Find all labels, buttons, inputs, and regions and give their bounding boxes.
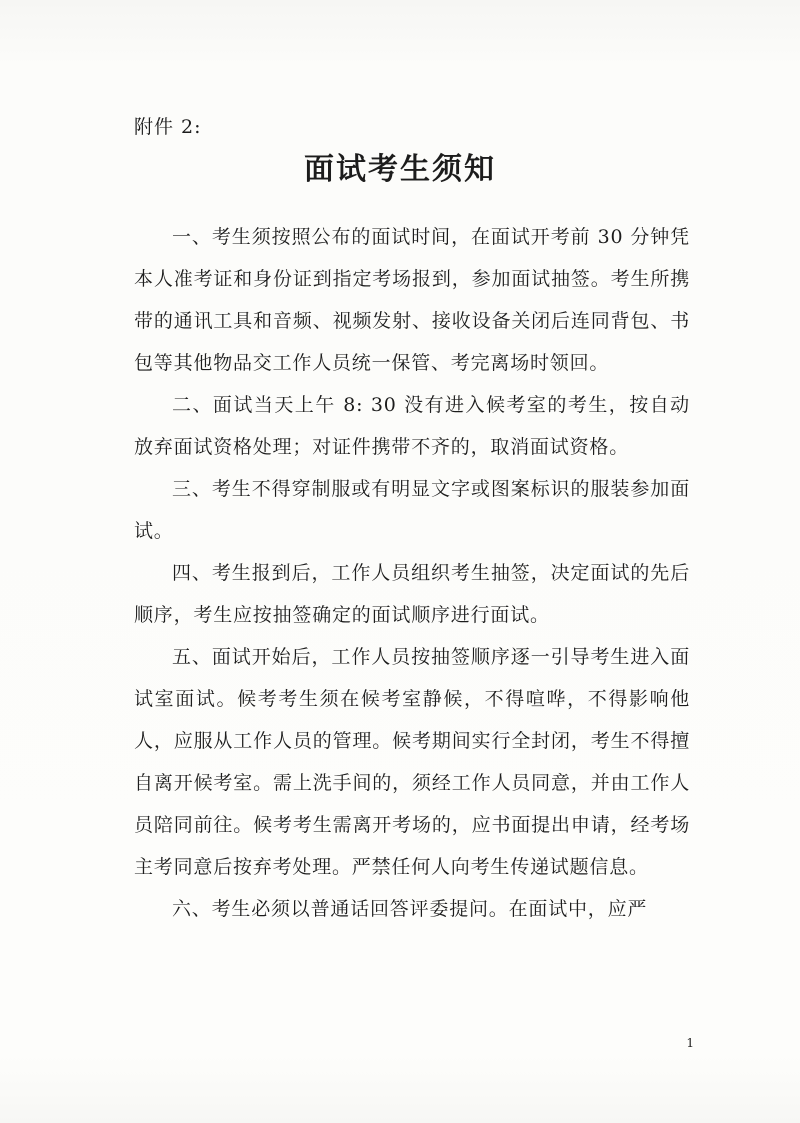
- attachment-label: 附件 2:: [134, 116, 202, 138]
- paragraph-2: 二、面试当天上午 8: 30 没有进入候考室的考生，按自动放弃面试资格处理；对证件携带不齐的，取消面试资格。: [134, 394, 690, 458]
- paragraph-6: 六、考生必须以普通话回答评委提问。在面试中，应严: [172, 898, 648, 920]
- paragraph-5: 五、面试开始后，工作人员按抽签顺序逐一引导考生进入面试室面试。候考考生须在候考室静候，不得喧哗，不得影响他人，应服从工作人员的管理。候考期间实行全封闭，考生不得擅自离开候考室。需上洗手间的，须经工作人员同意，并由工作人员陪同前往。候考考生需离开考场的，应书面提出申请，经考场主考同意后按弃考处理。严禁任何人向考生传递试题信息。: [134, 646, 690, 878]
- document-body: [134, 216, 690, 930]
- document-title: 面试考生须知: [304, 152, 496, 187]
- page-number: 1: [686, 1036, 694, 1050]
- paragraph-4: 四、考生报到后，工作人员组织考生抽签，决定面试的先后顺序，考生应按抽签确定的面试顺序进行面试。: [134, 562, 690, 626]
- paragraph-3: 三、考生不得穿制服或有明显文字或图案标识的服装参加面试。: [134, 478, 690, 542]
- paragraph-1: 一、考生须按照公布的面试时间，在面试开考前 30 分钟凭本人准考证和身份证到指定考场报到，参加面试抽签。考生所携带的通讯工具和音频、视频发射、接收设备关闭后连同背包、书包等其他物品交工作人员统一保管、考完离场时领回。: [134, 226, 690, 374]
